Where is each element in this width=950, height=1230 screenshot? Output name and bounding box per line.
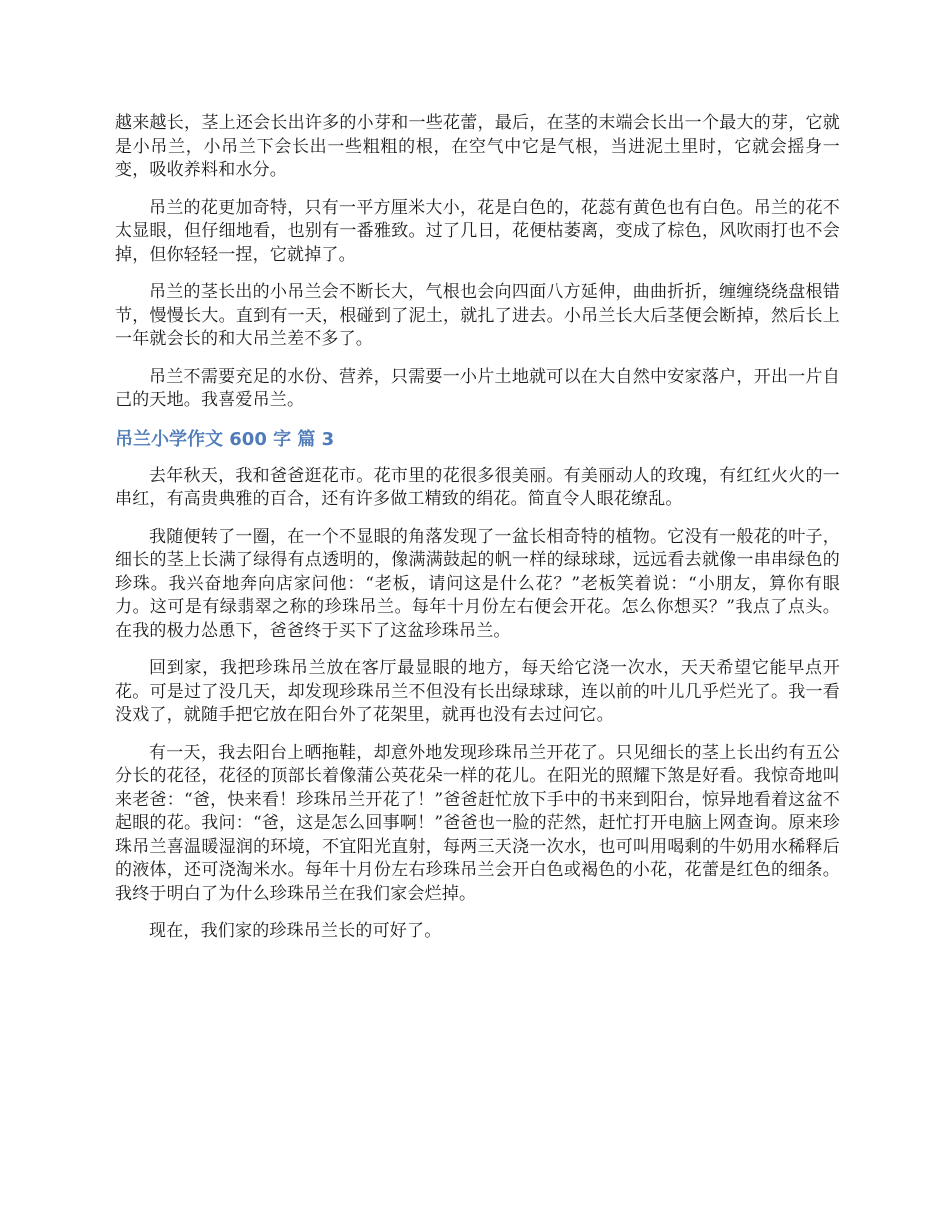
paragraph-conclusion: 吊兰不需要充足的水份、营养，只需要一小片土地就可以在大自然中安家落户，开出一片自己的天地。我喜爱吊兰。 (115, 366, 840, 410)
paragraph-discovery: 我随便转了一圈，在一个不显眼的角落发现了一盆长相奇特的植物。它没有一般花的叶子，细长的茎上长满了绿得有点透明的，像满满鼓起的帆一样的绿球球，远远看去就像一串串绿色的珍珠。我兴奋地奔向店家问他：“老板，请问这是什么花？”老板笑着说：“小朋友，算你有眼力。这可是有绿翡翠之称的珍珠吊兰。每年十月份左右便会开花。怎么你想买？”我点了点头。在我的极力怂恿下，爸爸终于买下了这盆珍珠吊兰。 (115, 526, 840, 641)
paragraph-flower-market: 去年秋天，我和爸爸逛花市。花市里的花很多很美丽。有美丽动人的玫瑰，有红红火火的一串红，有高贵典雅的百合，还有许多做工精致的绢花。简直令人眼花缭乱。 (115, 465, 840, 509)
paragraph-now: 现在，我们家的珍珠吊兰长的可好了。 (149, 921, 442, 941)
paragraph-home: 回到家，我把珍珠吊兰放在客厅最显眼的地方，每天给它浇一次水，天天希望它能早点开花。可是过了没几天，却发现珍珠吊兰不但没有长出绿球球，连以前的叶儿几乎烂光了。我一看没戏了，就随手把它放在阳台外了花架里，就再也没有去过问它。 (115, 658, 840, 725)
paragraph-flower: 吊兰的花更加奇特，只有一平方厘米大小，花是白色的，花蕊有黄色也有白色。吊兰的花不太显眼，但仔细地看，也别有一番雅致。过了几日，花便枯萎离，变成了棕色，风吹雨打也不会掉，但你轻轻一捏，它就掉了。 (115, 197, 840, 265)
document-page (115, 112, 840, 958)
section-heading: 吊兰小学作文 600 字 篇 3 (115, 428, 335, 450)
paragraph-stem: 吊兰的茎长出的小吊兰会不断长大，气根也会向四面八方延伸，曲曲折折，缠缠绕绕盘根错节，慢慢长大。直到有一天，根碰到了泥土，就扎了进去。小吊兰长大后茎便会断掉，然后长上一年就会长的和大吊兰差不多了。 (115, 282, 840, 349)
paragraph-continuation: 越来越长，茎上还会长出许多的小芽和一些花蕾，最后，在茎的末端会长出一个最大的芽，它就是小吊兰，小吊兰下会长出一些粗粗的根，在空气中它是气根，当进泥土里时，它就会摇身一变，吸收养料和水分。 (115, 113, 840, 180)
paragraph-bloom: 有一天，我去阳台上晒拖鞋，却意外地发现珍珠吊兰开花了。只见细长的茎上长出约有五公分长的花径，花径的顶部长着像蒲公英花朵一样的花儿。在阳光的照耀下煞是好看。我惊奇地叫来老爸：“爸，快来看！珍珠吊兰开花了！”爸爸赶忙放下手中的书来到阳台，惊异地看着这盆不起眼的花。我问：“爸，这是怎么回事啊！”爸爸也一脸的茫然，赶忙打开电脑上网查询。原来珍珠吊兰喜温暖湿润的环境，不宜阳光直射，每两三天浇一次水，也可叫用喝剩的牛奶用水稀释后的液体，还可浇淘米水。每年十月份左右珍珠吊兰会开白色或褐色的小花，花蕾是红色的细条。我终于明白了为什么珍珠吊兰在我们家会烂掉。 (115, 742, 840, 904)
